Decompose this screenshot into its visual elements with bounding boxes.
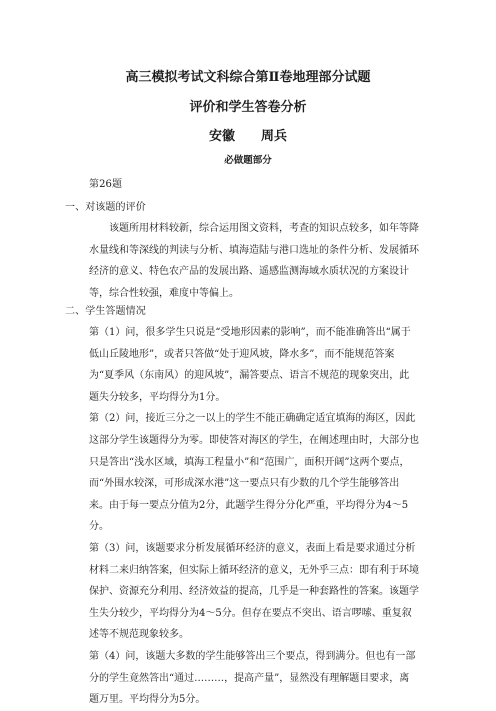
evaluation-paragraph — [89, 218, 419, 304]
paragraph-q4: 第（4）问，该题大多数的学生能够答出三个要点，得到满分。但也有一部分的学生竟然答出“通过………，提高产量”，显然没有理解题目要求，离题万里。平均得分为5分。 — [89, 650, 416, 706]
paragraph-q1: 第（1）问，很多学生只说是“受地形因素的影响”，而不能准确答出“属于低山丘陵地形”，或者只答做“处于迎风坡，降水多”，而不能规范答案为“夏季风（东南风）的迎风坡”，漏答要点、语言不规范的现象突出，此题失分较多，平均得分为1分。 — [89, 327, 411, 403]
author-region: 安徽 — [208, 129, 235, 144]
heading-student-answers: 二、学生答题情况 — [65, 306, 146, 317]
section-label: 必做题部分 — [224, 155, 272, 166]
paragraph-q3: 第（3）问，该题要求分析发展循环经济的意义，表面上看是要求通过分析材料二来归纳答案，但实际上循环经济的意义，无外乎三点：即有利于环境保护、资源充分利用、经济效益的提高，几乎是一种套路性的答案。该题学生失分较少，平均得分为4～5分。但存在要点不突出、语言啰嗦、重复叙述等不规范现象较多。 — [89, 542, 419, 641]
paragraph-text: 该题所用材料较新，综合运用图文资料，考查的知识点较多，如年等降水量线和等深线的判读与分析、填海造陆与港口选址的条件分析、发展循环经济的意义、特色农产品的发展出路、遥感监测海域水质状况的方案设计等，综合性较强，难度中等偏上。 — [89, 223, 419, 299]
question-label: 第26题 — [89, 179, 123, 190]
author-line — [0, 125, 496, 144]
answer-analysis — [89, 322, 419, 711]
document-subtitle: 评价和学生答卷分析 — [189, 100, 307, 115]
paragraph-q2: 第（2）问，接近三分之一以上的学生不能正确确定适宜填海的海区，因此这部分学生该题得分为零。即使答对海区的学生，在阐述理由时，大部分也只是答出“浅水区域，填海工程量小”和“范围广，面积开阔”这两个要点，而“外围水较深，可形成深水港”这一要点只有少数的几个学生能够答出来。由于每一要点分值为2分，此题学生得分分化严重，平均得分为4～5分。 — [89, 413, 419, 533]
author-name: 周兵 — [261, 129, 288, 144]
document-title: 高三模拟考试文科综合第Ⅱ卷地理部分试题 — [125, 70, 371, 85]
heading-evaluation: 一、对该题的评价 — [65, 202, 146, 213]
